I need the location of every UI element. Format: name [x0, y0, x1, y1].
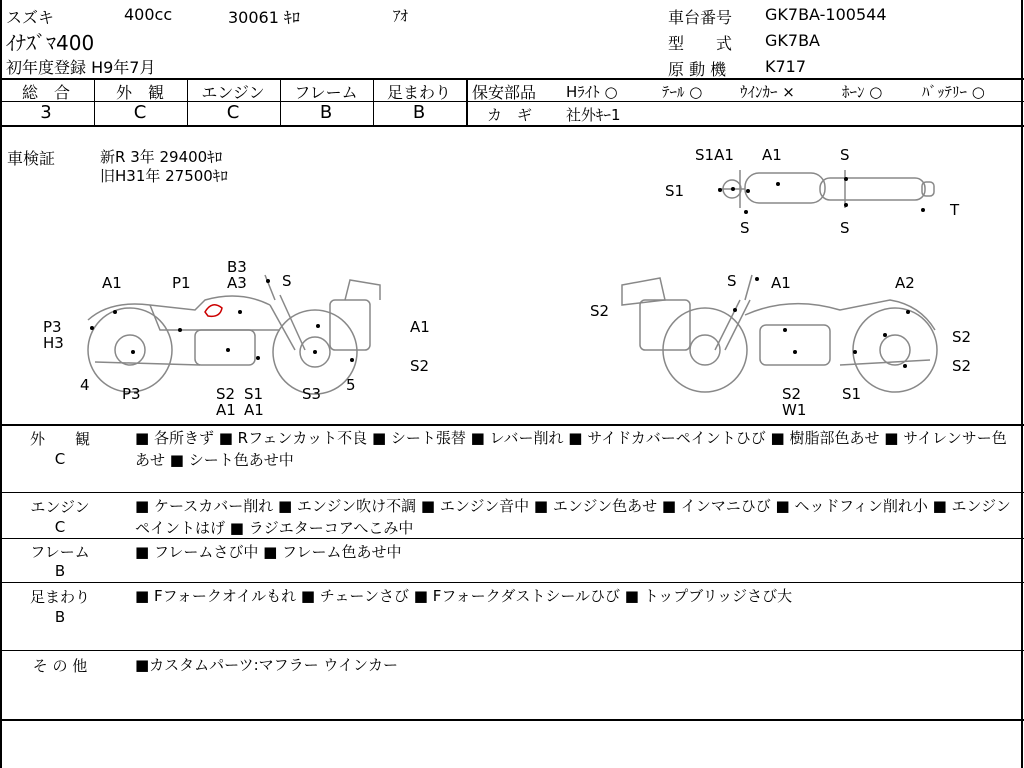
frame-no: GK7BA-100544: [765, 5, 887, 24]
maker: スズキ: [6, 8, 55, 27]
section-other-text: ■カスタムパーツ:マフラー ウインカー: [135, 656, 398, 674]
top-view-labels: [665, 146, 960, 237]
sections-bottom: [0, 719, 1024, 721]
section-suspension-grade: B: [54, 608, 66, 626]
type-label: 型 式: [668, 34, 733, 53]
grade-total-label: 総 合: [21, 83, 70, 102]
mileage: 30061 ｷﾛ: [228, 8, 300, 27]
left-label-b3: B3: [227, 258, 247, 276]
right-label-s1: S1: [842, 385, 862, 403]
inspection-old: 旧H31年 27500ｷﾛ: [100, 167, 228, 185]
grade-engine: C: [226, 102, 240, 123]
section-frame-grade: B: [54, 562, 66, 580]
section-exterior-grade: C: [54, 450, 66, 468]
left-label-p3-bottom: P3: [122, 385, 141, 403]
motorcycle-diagrams: [0, 126, 1024, 424]
right-side-diagram: [622, 275, 937, 392]
displacement: 400cc: [124, 5, 173, 24]
right-label-s2-a: S2: [952, 328, 972, 346]
left-label-h3: H3: [43, 334, 64, 352]
damage-mark: [205, 305, 222, 317]
safety-horn: ﾎｰﾝ ○: [842, 83, 883, 101]
left-label-s: S: [282, 272, 292, 290]
section-frame-text: ■ フレームさび中 ■ フレーム色あせ中: [135, 543, 402, 561]
section-divider-1: [0, 492, 1024, 493]
right-label-w1: W1: [782, 401, 807, 419]
right-view-labels: [590, 272, 971, 419]
top-view-diagram: [718, 170, 934, 208]
section-engine-label: エンジン: [30, 498, 90, 516]
top-label-s-a: S: [740, 219, 750, 237]
right-label-a1: A1: [771, 274, 791, 292]
safety-winker: ｳｲﾝｶｰ ×: [740, 83, 795, 101]
grade-exterior: C: [133, 102, 147, 123]
left-label-a1-b1: A1: [216, 401, 236, 419]
left-label-a3: A3: [227, 274, 247, 292]
frame-no-label: 車台番号: [668, 8, 733, 27]
grade-frame: B: [319, 102, 333, 123]
left-label-a1: A1: [102, 274, 122, 292]
top-label-t: T: [950, 201, 960, 219]
section-exterior-text: ■ 各所きず ■ Rフェンカット不良 ■ シート張替 ■ レバー削れ ■ サイドカバーペイントひび ■ 樹脂部色あせ ■ サイレンサー色あせ ■ シート色あせ中: [135, 429, 1007, 469]
section-other-label: そ の 他: [32, 657, 88, 675]
safety-headlight: Hﾗｲﾄ ○: [566, 83, 618, 101]
left-label-a1-b2: A1: [244, 401, 264, 419]
model-name: ｲﾅｽﾞﾏ400: [6, 31, 95, 55]
top-label-a1: A1: [762, 146, 782, 164]
top-label-s: S: [840, 146, 850, 164]
section-divider-4: [0, 650, 1024, 651]
left-label-a1-right: A1: [410, 318, 430, 336]
left-side-diagram: [88, 275, 380, 394]
grade-engine-label: エンジン: [201, 83, 265, 102]
engine-label: 原 動 機: [668, 60, 727, 79]
left-label-4: 4: [80, 376, 90, 394]
sections-top: [0, 424, 1024, 426]
engine-value: K717: [765, 57, 807, 76]
grade-frame-label: フレーム: [294, 83, 358, 102]
left-view-labels: [43, 258, 430, 419]
section-suspension-text: ■ Fフォークオイルもれ ■ チェーンさび ■ Fフォークダストシールひび ■ トップブリッジさび大: [135, 587, 793, 605]
grade-col-5: [466, 78, 468, 125]
first-registration: 初年度登録 H9年7月: [6, 58, 156, 77]
left-label-p1: P1: [172, 274, 191, 292]
grade-suspension: B: [412, 102, 426, 123]
top-label-s-b: S: [840, 219, 850, 237]
key-label: カ ギ: [487, 106, 533, 124]
key-value: 社外ｷｰ1: [566, 106, 621, 124]
right-label-s2-bottom: S2: [782, 385, 802, 403]
top-label-s1a1: S1A1: [695, 146, 734, 164]
left-label-p3: P3: [43, 318, 62, 336]
left-label-s3: S3: [302, 385, 322, 403]
section-exterior-label: 外 観: [29, 430, 90, 448]
right-label-s: S: [727, 272, 737, 290]
left-label-s2: S2: [216, 385, 236, 403]
color: ｱｵ: [393, 7, 409, 25]
right-label-a2: A2: [895, 274, 915, 292]
section-engine-grade: C: [54, 518, 66, 536]
grade-total: 3: [40, 102, 52, 123]
inspection-new: 新R 3年 29400ｷﾛ: [100, 148, 223, 166]
safety-taillight: ﾃｰﾙ ○: [662, 83, 703, 101]
left-label-5: 5: [346, 376, 356, 394]
right-label-s2-b: S2: [952, 357, 972, 375]
section-suspension-label: 足まわり: [29, 588, 90, 606]
inspection-label: 車検証: [7, 149, 56, 168]
safety-battery: ﾊﾞｯﾃﾘｰ ○: [922, 83, 985, 101]
section-engine-text: ■ ケースカバー削れ ■ エンジン吹け不調 ■ エンジン音中 ■ エンジン色あせ ■ インマニひび ■ ヘッドフィン削れ小 ■ エンジンペイントはげ ■ ラジエターコアへこみ中: [135, 497, 1011, 537]
safety-label: 保安部品: [472, 83, 537, 102]
top-label-s1: S1: [665, 182, 685, 200]
section-divider-3: [0, 582, 1024, 583]
section-frame-label: フレーム: [30, 543, 90, 561]
grade-suspension-label: 足まわり: [386, 83, 451, 102]
grade-exterior-label: 外 観: [115, 83, 164, 102]
right-label-s2-left: S2: [590, 302, 610, 320]
left-label-s2-right: S2: [410, 357, 430, 375]
type-value: GK7BA: [765, 31, 820, 50]
left-label-s1: S1: [244, 385, 264, 403]
damage-dots: [90, 177, 925, 368]
